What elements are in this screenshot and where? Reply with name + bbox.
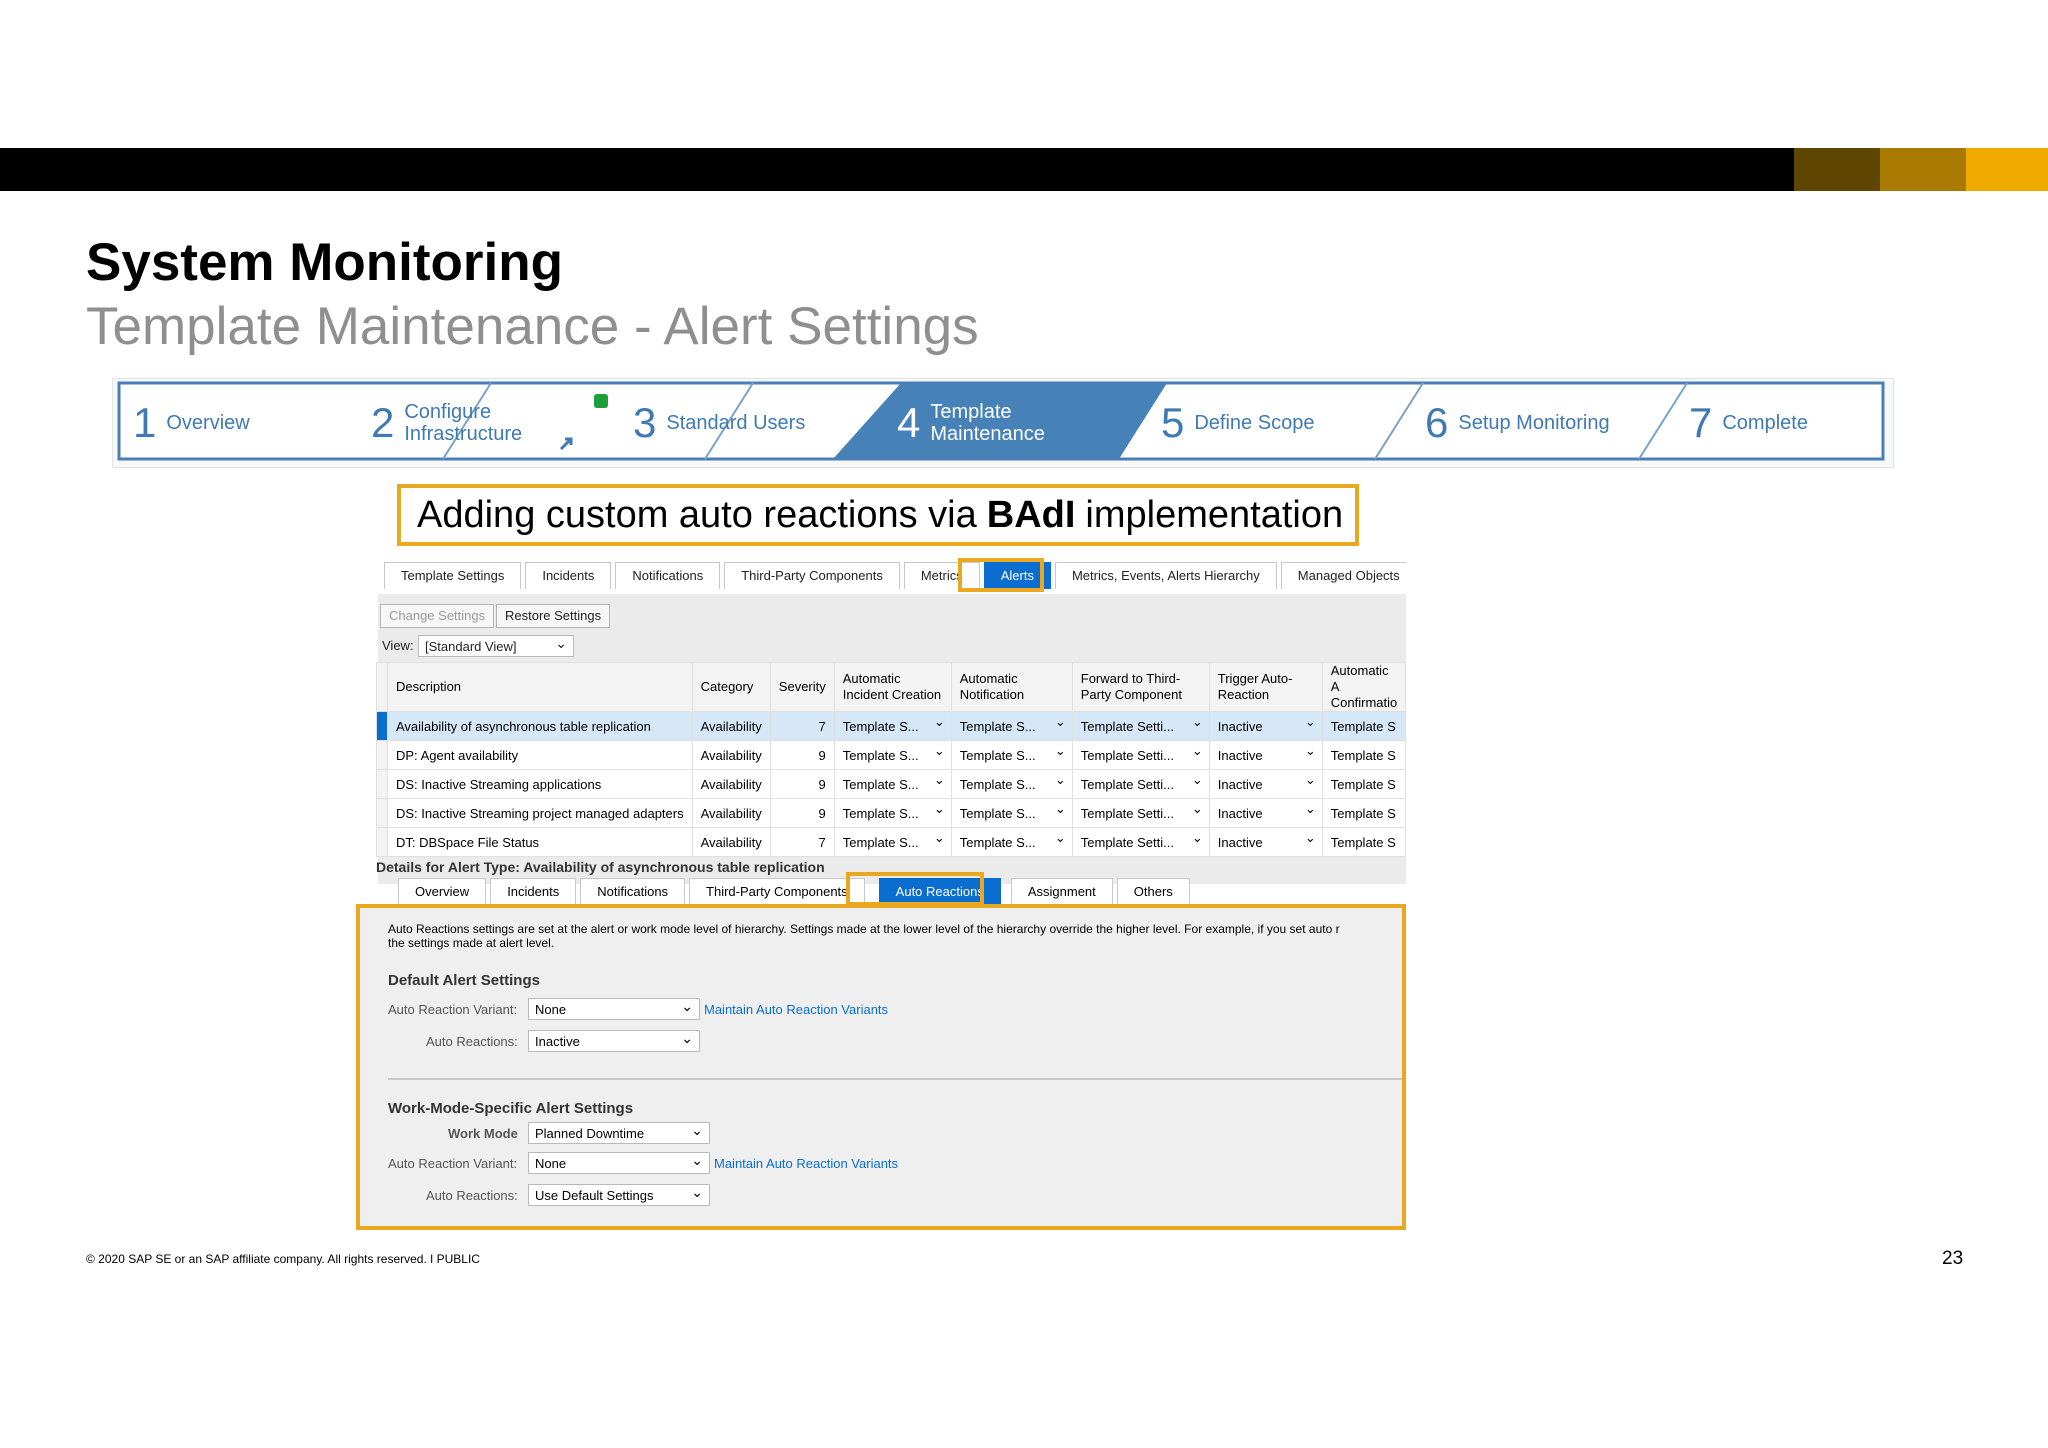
details-heading: Details for Alert Type: Availability of asynchronous table replication: [376, 859, 825, 875]
table-header-row: [377, 663, 1406, 712]
change-settings-button[interactable]: Change Settings: [380, 604, 494, 628]
roadmap-step-5[interactable]: 5 Define Scope: [1161, 399, 1315, 446]
header-accent-light: [1966, 148, 2048, 191]
table-row[interactable]: DS: Inactive Streaming project managed adapters Availability 9 Template S... ⌄ Template S... ⌄ Template Setti... ⌄ Inactive ⌄ Template S: [377, 799, 1406, 828]
roadmap-step-1[interactable]: 1 Overview: [133, 399, 250, 446]
tab-template-settings[interactable]: Template Settings: [384, 562, 521, 589]
view-select[interactable]: [Standard View] ⌄: [418, 635, 574, 657]
tab-incidents[interactable]: Incidents: [525, 562, 611, 589]
status-green-icon: [594, 394, 608, 408]
tab-metrics[interactable]: Metrics: [904, 562, 980, 589]
view-label: View:: [382, 638, 414, 653]
work-mode-label: Work Mode: [448, 1126, 518, 1141]
row-selector[interactable]: [377, 828, 388, 857]
arv-label: Auto Reaction Variant:: [388, 1002, 518, 1017]
footer-copyright: © 2020 SAP SE or an SAP affiliate company. All rights reserved. ǀ PUBLIC: [86, 1252, 480, 1266]
table-row[interactable]: DT: DBSpace File Status Availability 7 Template S... ⌄ Template S... ⌄ Template Setti... ⌄ Inactive ⌄ Template S: [377, 828, 1406, 857]
roadmap-step-6[interactable]: 6 Setup Monitoring: [1425, 399, 1610, 446]
roadmap-step-3[interactable]: 3 Standard Users: [633, 399, 806, 446]
roadmap-step-7[interactable]: 7 Complete: [1689, 399, 1808, 446]
header-bar: [0, 148, 2048, 191]
callout-box: [397, 484, 1359, 546]
tab-third-party-detail[interactable]: Third-Party Components: [689, 878, 865, 905]
main-tabs: [384, 562, 1406, 589]
details-tabs: [398, 878, 1194, 905]
col-notification[interactable]: Automatic Notification: [951, 663, 1072, 712]
wm-arv-label: Auto Reaction Variant:: [388, 1156, 518, 1171]
row-selector[interactable]: [377, 712, 388, 741]
wm-ar-label: Auto Reactions:: [426, 1188, 518, 1203]
table-row[interactable]: DS: Inactive Streaming applications Availability 9 Template S... ⌄ Template S... ⌄ Template Setti... ⌄ Inactive ⌄ Template S: [377, 770, 1406, 799]
tab-overview[interactable]: Overview: [398, 878, 486, 905]
tab-alerts[interactable]: Alerts: [984, 562, 1051, 589]
alerts-table: [376, 662, 1406, 857]
tab-hierarchy[interactable]: Metrics, Events, Alerts Hierarchy: [1055, 562, 1277, 589]
col-incident-creation[interactable]: Automatic Incident Creation: [834, 663, 951, 712]
col-severity[interactable]: Severity: [770, 663, 834, 712]
row-selector[interactable]: [377, 741, 388, 770]
col-auto-reaction[interactable]: Trigger Auto- Reaction: [1209, 663, 1322, 712]
tab-auto-reactions[interactable]: Auto Reactions: [879, 878, 1001, 905]
header-accent-mid: [1880, 148, 1966, 191]
maintain-variants-link[interactable]: Maintain Auto Reaction Variants: [704, 1002, 889, 1017]
default-settings-heading: Default Alert Settings: [388, 972, 540, 989]
col-category[interactable]: Category: [692, 663, 770, 712]
callout-text-end: implementation: [1085, 493, 1344, 536]
callout-bold: BAdI: [986, 493, 1076, 536]
col-confirmation[interactable]: Automatic A Confirmatio: [1322, 663, 1405, 712]
tab-notifications[interactable]: Notifications: [615, 562, 720, 589]
tab-third-party[interactable]: Third-Party Components: [724, 562, 900, 589]
slide-subtitle: Template Maintenance - Alert Settings: [86, 297, 979, 356]
auto-reactions-panel-highlight: [356, 904, 1406, 1230]
table-row[interactable]: Availability of asynchronous table replication Availability 7 Template S... ⌄ Template S... ⌄ Template Setti... ⌄ Inactive ⌄ Template S: [377, 712, 1406, 741]
alerts-tab-highlight: [958, 558, 1044, 592]
roadmap-step-4[interactable]: 4 Template Maintenance: [897, 399, 1045, 446]
tab-managed-objects[interactable]: Managed Objects: [1281, 562, 1406, 589]
col-third-party[interactable]: Forward to Third- Party Component: [1072, 663, 1209, 712]
tab-others[interactable]: Others: [1117, 878, 1190, 905]
work-mode-select[interactable]: Planned Downtime ⌄: [528, 1122, 710, 1144]
auto-reactions-tab-highlight: [846, 872, 984, 906]
roadmap-step-2[interactable]: 2 Configure Infrastructure: [371, 399, 523, 446]
arv-select[interactable]: None ⌄: [528, 998, 700, 1020]
header-accent-dark: [1794, 148, 1880, 191]
tab-incidents-detail[interactable]: Incidents: [490, 878, 576, 905]
col-description[interactable]: Description: [388, 663, 693, 712]
row-selector[interactable]: [377, 799, 388, 828]
wm-arv-select[interactable]: None ⌄: [528, 1152, 710, 1174]
work-mode-heading: Work-Mode-Specific Alert Settings: [388, 1100, 634, 1117]
row-selector[interactable]: [377, 770, 388, 799]
tab-assignment[interactable]: Assignment: [1011, 878, 1113, 905]
tab-notifications-detail[interactable]: Notifications: [580, 878, 685, 905]
roadmap: [112, 378, 1894, 468]
table-row[interactable]: DP: Agent availability Availability 9 Template S... ⌄ Template S... ⌄ Template Setti... ⌄ Inactive ⌄ Template S: [377, 741, 1406, 770]
wm-maintain-variants-link[interactable]: Maintain Auto Reaction Variants: [714, 1156, 899, 1171]
ar-label: Auto Reactions:: [426, 1034, 518, 1049]
info-text-2: the settings made at alert level.: [388, 936, 555, 950]
slide-title: System Monitoring: [86, 233, 564, 292]
page-number: 23: [1942, 1248, 1964, 1269]
ar-select[interactable]: Inactive ⌄: [528, 1030, 700, 1052]
restore-settings-button[interactable]: Restore Settings: [496, 604, 610, 628]
wm-ar-select[interactable]: Use Default Settings ⌄: [528, 1184, 710, 1206]
callout-text: Adding custom auto reactions via: [417, 493, 977, 536]
info-text: Auto Reactions settings are set at the alert or work mode level of hierarchy. Settings made at the lower level of the hierarchy override the higher level. For example, if you set auto r: [388, 922, 1340, 936]
